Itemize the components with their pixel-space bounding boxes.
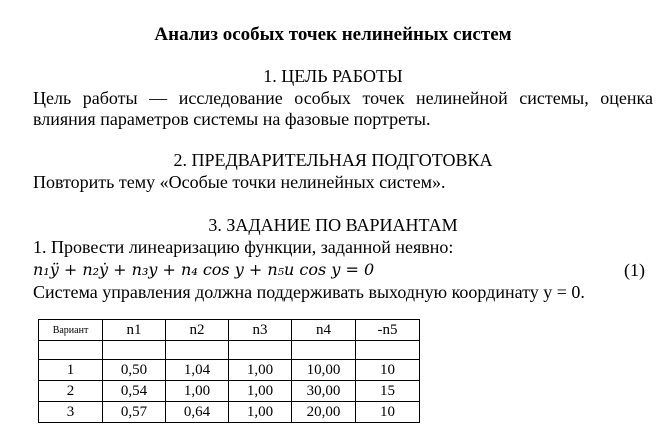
table-header-row [39, 320, 420, 341]
table-cell: 0,50 [103, 360, 166, 381]
table-cell: 1,00 [229, 402, 292, 423]
table-cell: 2 [39, 381, 103, 402]
equation-line [33, 260, 645, 282]
table-cell: 1,00 [229, 381, 292, 402]
header-variant: Вариант [39, 320, 103, 341]
table-row [39, 402, 420, 423]
task-item-1: 1. Провести линеаризацию функции, заданной неявно: [33, 237, 454, 257]
table-cell: 10 [356, 402, 420, 423]
table-cell: 10 [356, 360, 420, 381]
section-1-text: Цель работы — исследование особых точек нелинейной системы, оценка влияния параметров системы на фазовые портреты. [33, 88, 653, 129]
header-n4: n4 [292, 320, 356, 341]
requirement-text: Система управления должна поддерживать выходную координату y = 0. [33, 282, 585, 302]
header-n1: n1 [103, 320, 166, 341]
table-cell: 1 [39, 360, 103, 381]
section-1-heading: 1. ЦЕЛЬ РАБОТЫ [263, 66, 403, 86]
table-cell: 0,64 [166, 402, 229, 423]
page-title: Анализ особых точек нелинейных систем [154, 24, 512, 45]
equation-number: (1) [624, 260, 645, 280]
table-row [39, 381, 420, 402]
table-cell: 1,00 [229, 360, 292, 381]
section-2-heading: 2. ПРЕДВАРИТЕЛЬНАЯ ПОДГОТОВКА [173, 150, 493, 170]
header-n5: -n5 [356, 320, 420, 341]
table-cell: 1,00 [166, 381, 229, 402]
table-cell: 1,04 [166, 360, 229, 381]
header-n3: n3 [229, 320, 292, 341]
section-2-text: Повторить тему «Особые точки нелинейных систем». [33, 172, 446, 192]
table-cell: 0,57 [103, 402, 166, 423]
variants-table [38, 319, 420, 423]
table-cell: 30,00 [292, 381, 356, 402]
header-n2: n2 [166, 320, 229, 341]
table-cell: 10,00 [292, 360, 356, 381]
section-3-heading: 3. ЗАДАНИЕ ПО ВАРИАНТАМ [208, 215, 458, 235]
table-empty-row [39, 341, 420, 360]
table-cell: 0,54 [103, 381, 166, 402]
table-cell: 15 [356, 381, 420, 402]
table-cell: 20,00 [292, 402, 356, 423]
table-row [39, 360, 420, 381]
table-cell: 3 [39, 402, 103, 423]
equation-formula: n₁ÿ + n₂ẏ + n₃y + n₄ cos y + n₅u cos y = 0 [33, 260, 375, 279]
